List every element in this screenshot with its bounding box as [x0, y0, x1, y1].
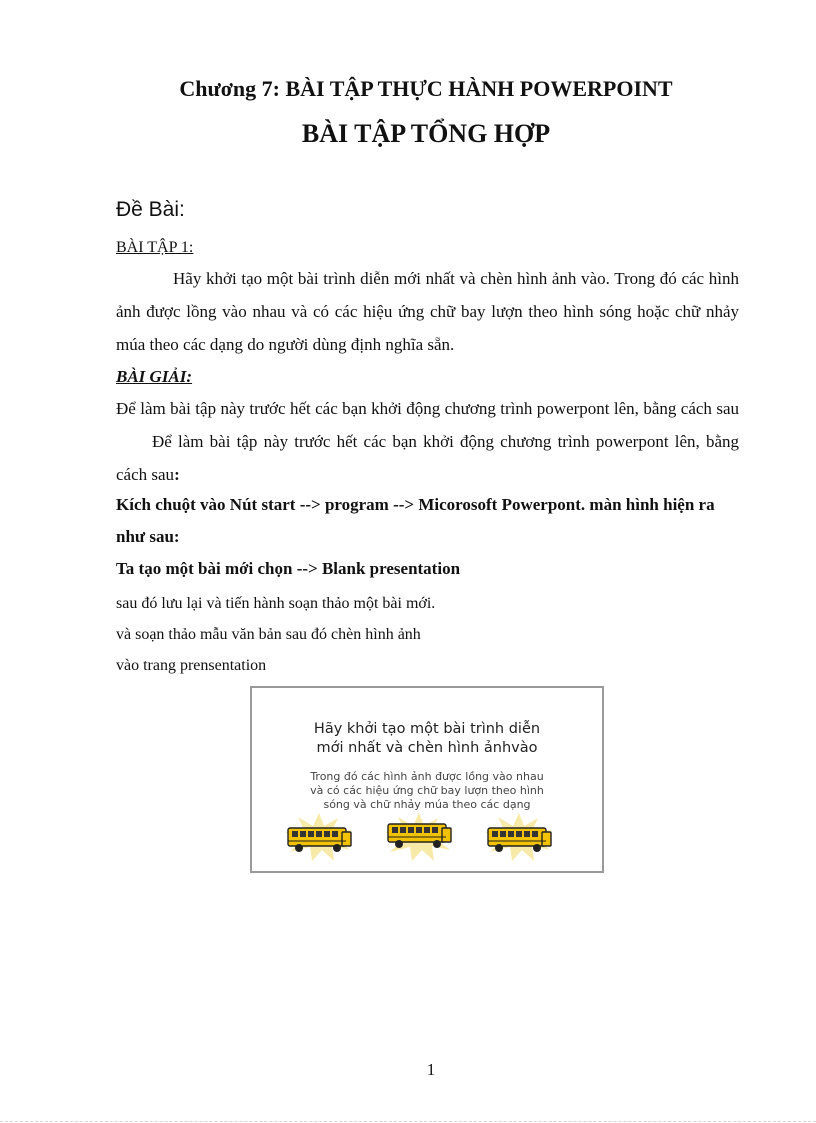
- exercise-label: BÀI TẬP 1:: [116, 239, 194, 256]
- slide-title-line-1: Hãy khởi tạo một bài trình diễn: [313, 721, 541, 737]
- solution-label: BÀI GIẢI:: [116, 367, 193, 386]
- page-title: BÀI TẬP TỔNG HỢP: [301, 119, 551, 148]
- school-bus-icon: [482, 812, 556, 862]
- school-bus-icon: [282, 812, 356, 862]
- exercise-paragraph: [116, 262, 739, 361]
- instruction-line-2: và soạn thảo mẫu văn bản sau đó chèn hình ảnh: [116, 626, 421, 643]
- instruction-line-1: sau đó lưu lại và tiến hành soạn thảo một bài mới.: [116, 595, 436, 612]
- school-bus-icon: [382, 812, 456, 862]
- solution-intro-paragraph: [116, 392, 739, 491]
- step-2-text: Ta tạo một bài mới chọn --> Blank presentation: [116, 559, 461, 578]
- slide-title-line-2: mới nhất và chèn hình ảnhvào: [316, 740, 538, 756]
- step-1-text: Kích chuột vào Nút start --> program --> Micorosoft Powerpont. màn hình hiện ra như sau:: [116, 495, 715, 546]
- exercise-text: Hãy khởi tạo một bài trình diễn mới nhất và chèn hình ảnh vào. Trong đó các hình ảnh được lồng vào nhau và có các hiệu ứng chữ bay lượn theo hình sóng hoặc chữ nhảy múa theo các dạng do người dùng định nghĩa sẵn.: [116, 269, 739, 354]
- slide-body: [252, 770, 602, 812]
- section-heading: Đề Bài:: [116, 198, 185, 221]
- solution-intro-part1: Để làm bài tập này trước hết các bạn khởi động chương trình powerpont lên, bằng cách sau: [116, 399, 739, 418]
- instruction-line-3: vào trang prensentation: [116, 657, 267, 674]
- page-bottom-divider: [0, 1121, 816, 1122]
- slide-preview-image: [250, 686, 604, 873]
- slide-body-line-2: và có các hiệu ứng chữ bay lượn theo hình: [310, 784, 544, 797]
- slide-body-line-1: Trong đó các hình ảnh được lồng vào nhau: [310, 770, 544, 783]
- page-number: 1: [426, 1060, 436, 1079]
- solution-intro-part2: Để làm bài tập này trước hết các bạn khởi động chương trình powerpont lên, bằng cách sau: [116, 432, 739, 484]
- solution-intro-colon: :: [174, 465, 180, 484]
- slide-body-line-3: sóng và chữ nhảy múa theo các dạng: [323, 798, 531, 811]
- chapter-title: Chương 7: BÀI TẬP THỰC HÀNH POWERPOINT: [179, 76, 673, 101]
- slide-title: [252, 720, 602, 758]
